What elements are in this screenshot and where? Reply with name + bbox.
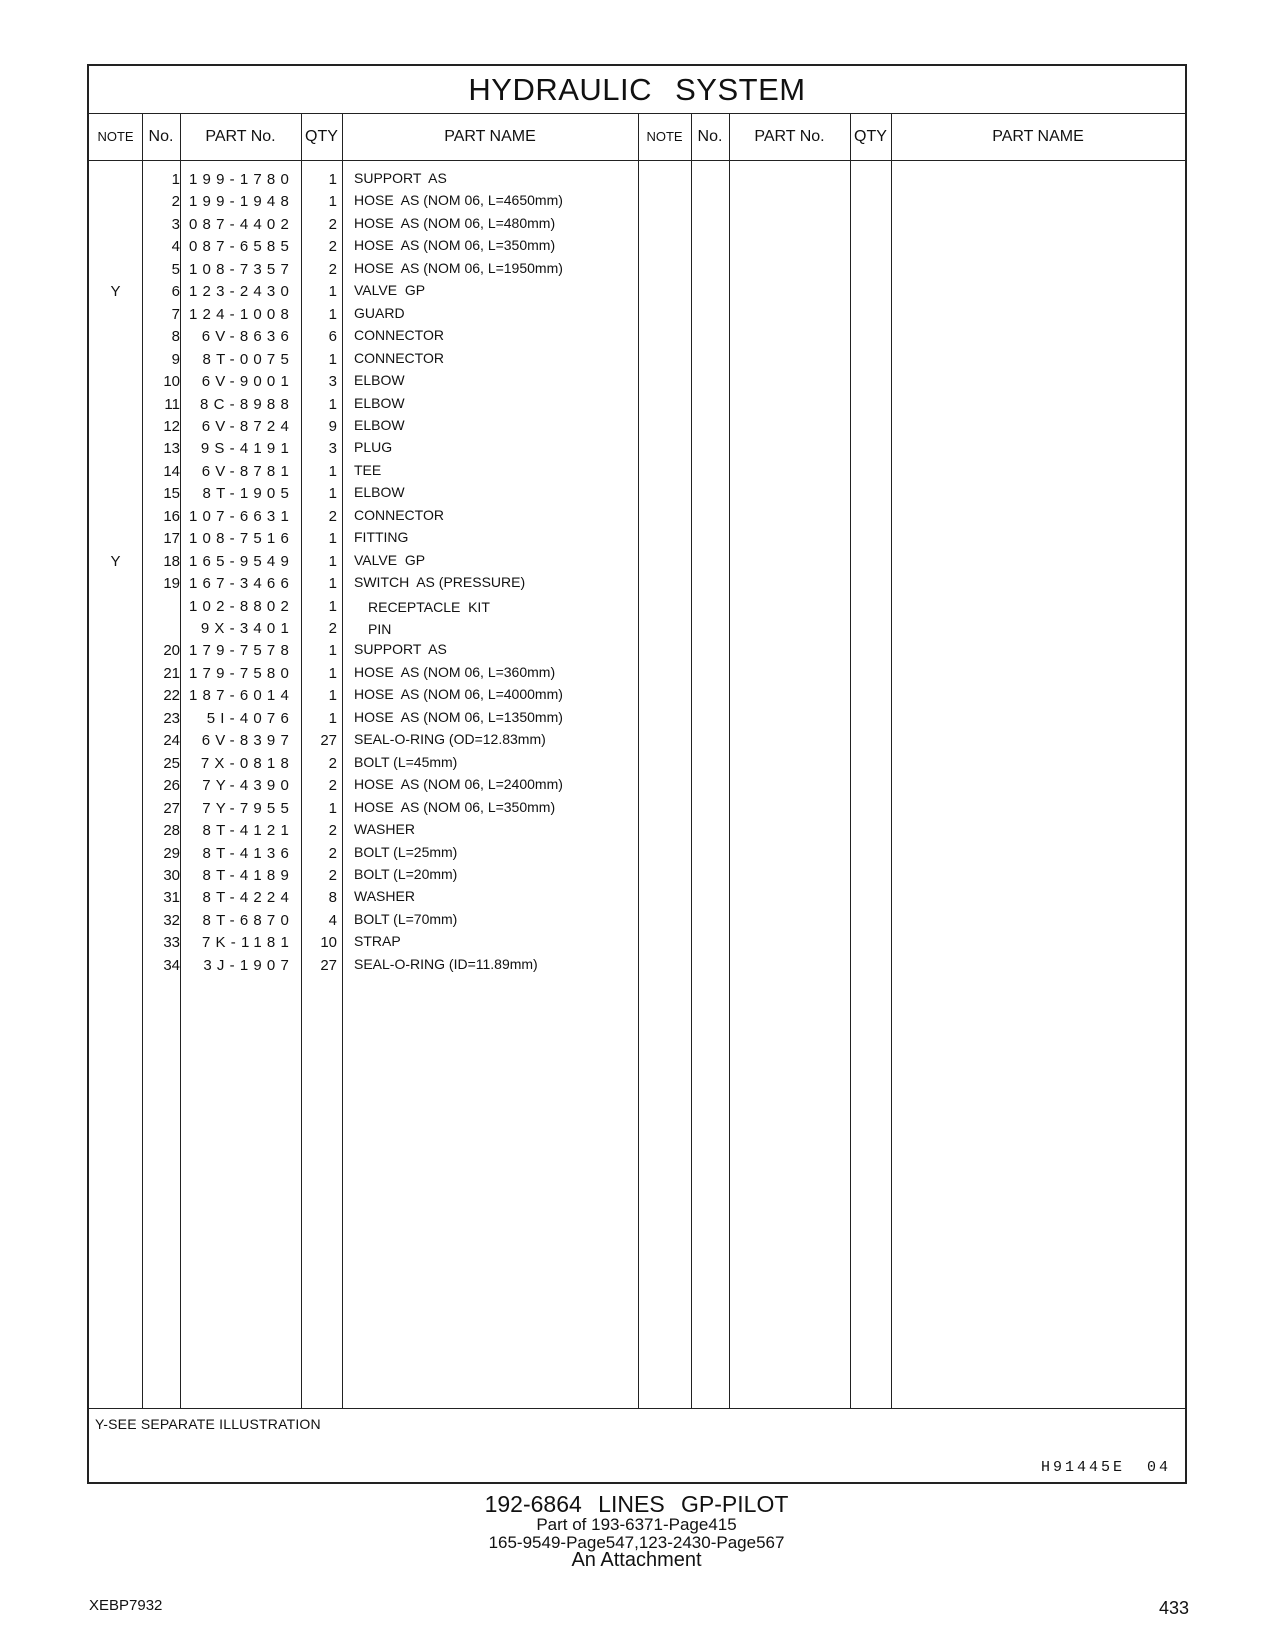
- item-number: 34: [163, 956, 180, 974]
- table-row: [89, 754, 645, 777]
- part-number: 8T-6870: [202, 911, 294, 929]
- header-part-no-left: PART No.: [205, 128, 276, 145]
- part-number: 123-2430: [189, 283, 294, 301]
- part-number: 5I-4076: [206, 709, 294, 727]
- item-number: 32: [163, 911, 180, 929]
- item-number: 3: [171, 215, 180, 233]
- quantity: 1: [328, 597, 337, 615]
- item-number: 25: [163, 754, 180, 772]
- footnote: Y-SEE SEPARATE ILLUSTRATION: [95, 1416, 321, 1432]
- quantity: 2: [328, 822, 337, 840]
- part-name: RECEPTACLE KIT: [368, 598, 490, 615]
- part-name: SUPPORT AS: [354, 641, 447, 658]
- table-row: [89, 956, 645, 979]
- item-number: 5: [171, 260, 180, 278]
- quantity: 2: [328, 507, 337, 525]
- header-qty-left: QTY: [305, 128, 338, 145]
- part-number: 165-9549: [189, 552, 294, 570]
- part-number: 8T-4136: [202, 844, 294, 862]
- item-number: 20: [163, 642, 180, 660]
- table-row: [89, 260, 645, 283]
- part-name: CONNECTOR: [354, 327, 444, 344]
- part-number: 6V-9001: [201, 373, 294, 391]
- item-number: 8: [171, 328, 180, 346]
- quantity: 1: [328, 462, 337, 480]
- quantity: 9: [328, 417, 337, 435]
- part-name: SEAL-O-RING (ID=11.89mm): [354, 955, 538, 972]
- note-cell: Y: [110, 283, 121, 301]
- table-row: [89, 709, 645, 732]
- note-cell: Y: [110, 552, 121, 570]
- item-number: 19: [163, 575, 180, 593]
- table-row: [89, 237, 645, 260]
- part-name: WASHER: [354, 821, 415, 838]
- part-number: 9S-4191: [200, 440, 294, 458]
- part-number: 8C-8988: [200, 395, 294, 413]
- part-number: 167-3466: [189, 575, 294, 593]
- quantity: 1: [328, 395, 337, 413]
- item-number: 7: [171, 305, 180, 323]
- item-number: 14: [163, 462, 180, 480]
- part-name: HOSE AS (NOM 06, L=4000mm): [354, 686, 563, 703]
- part-number: 7X-0818: [200, 754, 294, 772]
- quantity: 6: [328, 328, 337, 346]
- part-name: HOSE AS (NOM 06, L=4650mm): [354, 192, 563, 209]
- table-row: [89, 350, 645, 373]
- part-name: HOSE AS (NOM 06, L=1350mm): [354, 708, 563, 725]
- table-row: [89, 507, 645, 530]
- table-row: [89, 417, 645, 440]
- section-title: HYDRAULIC SYSTEM: [89, 66, 1185, 114]
- footer-divider: [89, 1408, 1185, 1409]
- part-name: GUARD: [354, 304, 405, 321]
- part-number: 102-8802: [189, 597, 294, 615]
- caption-title: 192-6864 LINES GP-PILOT: [484, 1491, 789, 1517]
- part-name: BOLT (L=20mm): [354, 865, 458, 882]
- table-row: [89, 484, 645, 507]
- part-name: TEE: [354, 461, 382, 478]
- table-row: [89, 439, 645, 462]
- document-code: XEBP7932: [89, 1597, 163, 1614]
- part-number: 9X-3401: [200, 620, 294, 637]
- part-number: 8T-1905: [202, 485, 294, 503]
- table-header: [89, 113, 1185, 161]
- part-number: 6V-8781: [201, 462, 294, 480]
- quantity: 1: [328, 552, 337, 570]
- quantity: 1: [328, 305, 337, 323]
- table-row: [89, 844, 645, 867]
- part-number: 199-1948: [189, 193, 294, 211]
- part-name: ELBOW: [354, 394, 405, 411]
- part-number: 7Y-4390: [202, 777, 294, 795]
- table-row: [89, 192, 645, 215]
- header-part-name-right: PART NAME: [992, 128, 1084, 145]
- part-name: PIN: [368, 621, 392, 637]
- table-row: [89, 597, 645, 620]
- table-row: [89, 305, 645, 328]
- item-number: 18: [163, 552, 180, 570]
- table-row: [89, 686, 645, 709]
- quantity: 1: [328, 687, 337, 705]
- quantity: 2: [328, 215, 337, 233]
- item-number: 24: [163, 732, 180, 750]
- part-name: HOSE AS (NOM 06, L=1950mm): [354, 259, 563, 276]
- part-number: 3J-1907: [203, 956, 294, 974]
- header-part-name-left: PART NAME: [444, 128, 536, 145]
- item-number: 13: [163, 440, 180, 458]
- quantity: 2: [328, 777, 337, 795]
- caption-attachment: An Attachment: [571, 1549, 702, 1571]
- table-row: [89, 372, 645, 395]
- quantity: 3: [328, 440, 337, 458]
- part-number: 7K-1181: [202, 934, 294, 952]
- item-number: 23: [163, 709, 180, 727]
- header-qty-right: QTY: [854, 128, 887, 145]
- part-number: 107-6631: [189, 507, 294, 525]
- quantity: 10: [320, 934, 337, 952]
- part-number: 6V-8724: [201, 417, 294, 435]
- item-number: 21: [163, 664, 180, 682]
- part-name: VALVE GP: [354, 282, 426, 299]
- part-number: 179-7578: [189, 642, 294, 660]
- quantity: 1: [328, 530, 337, 548]
- part-name: HOSE AS (NOM 06, L=480mm): [354, 214, 556, 231]
- table-row: [89, 170, 645, 193]
- part-number: 108-7516: [189, 530, 294, 548]
- caption-references: 165-9549-Page547,123-2430-Page567: [488, 1533, 785, 1552]
- quantity: 2: [328, 620, 337, 637]
- table-row: [89, 933, 645, 956]
- item-number: 1: [171, 171, 180, 188]
- part-name: BOLT (L=45mm): [354, 753, 458, 770]
- item-number: 10: [163, 373, 180, 391]
- table-row: [89, 888, 645, 911]
- table-row: [89, 462, 645, 485]
- quantity: 1: [328, 193, 337, 211]
- part-name: STRAP: [354, 933, 401, 950]
- part-number: 6V-8397: [201, 732, 294, 750]
- part-name: SWITCH AS (PRESSURE): [354, 574, 526, 591]
- quantity: 2: [328, 844, 337, 862]
- quantity: 4: [328, 911, 337, 929]
- table-row: [89, 911, 645, 934]
- item-number: 4: [171, 238, 180, 256]
- part-name: HOSE AS (NOM 06, L=2400mm): [354, 776, 563, 793]
- part-number: 8T-4224: [202, 889, 294, 907]
- part-number: 108-7357: [189, 260, 294, 278]
- part-name: PLUG: [354, 439, 393, 456]
- quantity: 1: [328, 350, 337, 368]
- table-row: [89, 529, 645, 552]
- part-number: 179-7580: [189, 664, 294, 682]
- part-name: CONNECTOR: [354, 506, 444, 523]
- table-row: [89, 215, 645, 238]
- item-number: 15: [163, 485, 180, 503]
- part-name: HOSE AS (NOM 06, L=350mm): [354, 237, 556, 254]
- quantity: 2: [328, 260, 337, 278]
- quantity: 2: [328, 238, 337, 256]
- quantity: 2: [328, 754, 337, 772]
- page-number: 433: [1158, 1598, 1189, 1618]
- part-number: 199-1780: [189, 171, 294, 188]
- header-part-no-right: PART No.: [754, 128, 825, 145]
- quantity: 27: [320, 956, 337, 974]
- header-note-right: NOTE: [646, 129, 683, 144]
- quantity: 1: [328, 664, 337, 682]
- column-divider: [691, 113, 692, 1408]
- quantity: 1: [328, 799, 337, 817]
- item-number: 6: [171, 283, 180, 301]
- item-number: 17: [163, 530, 180, 548]
- part-number: 187-6014: [189, 687, 294, 705]
- table-row: [89, 619, 645, 642]
- table-row: [89, 799, 645, 822]
- part-name: BOLT (L=25mm): [354, 843, 458, 860]
- quantity: 3: [328, 373, 337, 391]
- part-name: HOSE AS (NOM 06, L=360mm): [354, 663, 556, 680]
- caption-part-of: Part of 193-6371-Page415: [536, 1515, 737, 1534]
- table-row: [89, 776, 645, 799]
- column-divider: [850, 113, 851, 1408]
- header-no-right: No.: [697, 128, 723, 145]
- table-row: [89, 282, 645, 305]
- table-row: [89, 866, 645, 889]
- part-name: SUPPORT AS: [354, 170, 447, 186]
- table-row: [89, 641, 645, 664]
- item-number: 28: [163, 822, 180, 840]
- quantity: 2: [328, 866, 337, 884]
- part-name: HOSE AS (NOM 06, L=350mm): [354, 798, 556, 815]
- item-number: 26: [163, 777, 180, 795]
- part-name: CONNECTOR: [354, 349, 444, 366]
- quantity: 8: [328, 889, 337, 907]
- quantity: 1: [328, 709, 337, 727]
- part-name: WASHER: [354, 888, 415, 905]
- part-name: ELBOW: [354, 416, 405, 433]
- item-number: 11: [164, 395, 180, 413]
- header-note-left: NOTE: [97, 129, 134, 144]
- column-divider: [729, 113, 730, 1408]
- quantity: 27: [320, 732, 337, 750]
- parts-table-frame: [87, 64, 1187, 1484]
- part-number: 087-6585: [189, 238, 294, 256]
- part-number: 8T-4121: [202, 822, 294, 840]
- item-number: 30: [163, 866, 180, 884]
- part-name: ELBOW: [354, 372, 405, 389]
- item-number: 16: [163, 507, 180, 525]
- part-number: 8T-0075: [202, 350, 294, 368]
- header-no-left: No.: [148, 128, 174, 145]
- item-number: 29: [163, 844, 180, 862]
- quantity: 1: [328, 283, 337, 301]
- table-row: [89, 327, 645, 350]
- part-number: 124-1008: [189, 305, 294, 323]
- item-number: 12: [163, 417, 180, 435]
- part-number: 8T-4189: [202, 866, 294, 884]
- table-row: [89, 664, 645, 687]
- part-name: VALVE GP: [354, 551, 426, 568]
- item-number: 9: [171, 350, 180, 368]
- quantity: 1: [328, 485, 337, 503]
- table-row: [89, 821, 645, 844]
- part-number: 6V-8636: [201, 328, 294, 346]
- part-name: ELBOW: [354, 484, 405, 501]
- quantity: 1: [328, 642, 337, 660]
- quantity: 1: [328, 575, 337, 593]
- part-name: BOLT (L=70mm): [354, 910, 458, 927]
- part-name: FITTING: [354, 529, 409, 546]
- column-divider: [891, 113, 892, 1408]
- table-row: [89, 731, 645, 754]
- table-row: [89, 552, 645, 575]
- part-number: 7Y-7955: [202, 799, 294, 817]
- quantity: 1: [328, 171, 337, 188]
- item-number: 22: [163, 687, 180, 705]
- table-row: [89, 574, 645, 597]
- item-number: 27: [163, 799, 180, 817]
- item-number: 33: [163, 934, 180, 952]
- reference-code: H91445E 04: [1040, 1459, 1171, 1476]
- item-number: 31: [163, 889, 180, 907]
- part-number: 087-4402: [189, 215, 294, 233]
- table-row: [89, 395, 645, 418]
- part-name: SEAL-O-RING (OD=12.83mm): [354, 731, 546, 748]
- item-number: 2: [171, 193, 180, 211]
